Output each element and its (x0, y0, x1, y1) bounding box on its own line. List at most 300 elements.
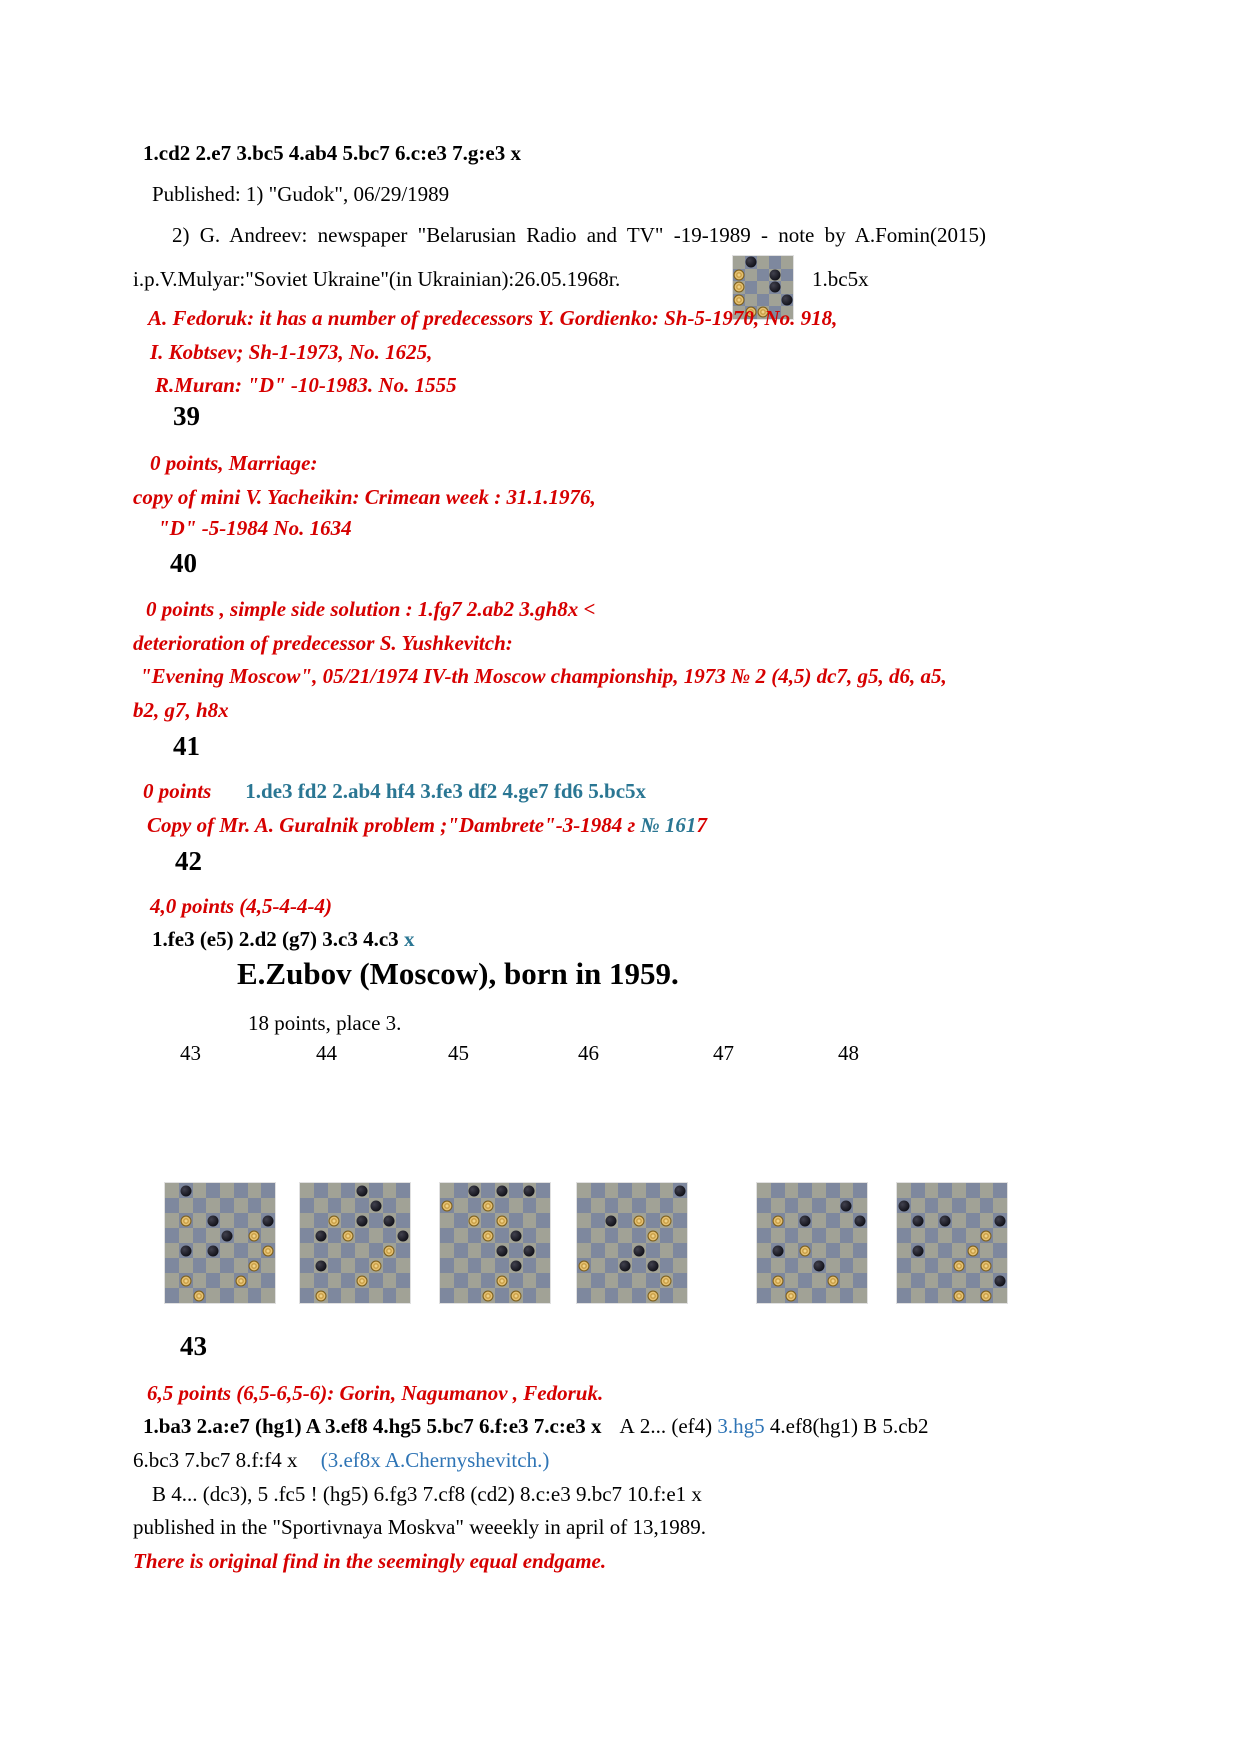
board-square (993, 1273, 1007, 1288)
board-square (454, 1243, 468, 1258)
board-square (785, 1228, 799, 1243)
board-square (911, 1273, 925, 1288)
s40-comment-2: deterioration of predecessor S. Yushkevitch: (133, 631, 513, 655)
board-square (911, 1228, 925, 1243)
board-square (523, 1258, 537, 1273)
board-square (952, 1228, 966, 1243)
board-square (853, 1258, 867, 1273)
board-square (757, 1213, 771, 1228)
board-square (785, 1258, 799, 1273)
white-checker-piece (180, 1215, 191, 1226)
board-square (980, 1228, 994, 1243)
white-checker-piece (981, 1290, 992, 1301)
board-square (206, 1198, 220, 1213)
board-square (220, 1198, 234, 1213)
board-square (980, 1213, 994, 1228)
board-square (826, 1288, 840, 1303)
board-square (646, 1198, 660, 1213)
board-square (853, 1228, 867, 1243)
black-checker-piece (633, 1245, 644, 1256)
black-checker-piece (180, 1185, 191, 1196)
board-square (248, 1243, 262, 1258)
board-square (383, 1228, 397, 1243)
board-square (646, 1288, 660, 1303)
white-checker-piece (800, 1245, 811, 1256)
board-square (757, 1243, 771, 1258)
board-square (314, 1198, 328, 1213)
white-checker-piece (235, 1275, 246, 1286)
board-square (234, 1198, 248, 1213)
board-square (897, 1183, 911, 1198)
board-square (646, 1243, 660, 1258)
black-checker-piece (398, 1230, 409, 1241)
board-square (481, 1258, 495, 1273)
solution-moves-line: 1.cd2 2.e7 3.bc5 4.ab4 5.bc7 6.c:e3 7.g:e3 x (143, 141, 521, 165)
board-square (193, 1243, 207, 1258)
board-square (261, 1273, 275, 1288)
board-square (632, 1273, 646, 1288)
board-square (355, 1258, 369, 1273)
board-square (193, 1183, 207, 1198)
board-square (523, 1213, 537, 1228)
board-square (826, 1183, 840, 1198)
diagram-label-44: 44 (316, 1041, 337, 1065)
board-square (341, 1288, 355, 1303)
board-square (632, 1288, 646, 1303)
board-square (454, 1213, 468, 1228)
black-checker-piece (770, 282, 781, 293)
checkers-diagram-47 (757, 1183, 867, 1303)
board-square (591, 1228, 605, 1243)
black-checker-piece (912, 1215, 923, 1226)
s43-points: 6,5 points (6,5-6,5-6): Gorin, Nagumanov , Fedoruk. (147, 1381, 604, 1405)
board-square (812, 1228, 826, 1243)
black-checker-piece (841, 1200, 852, 1211)
board-square (355, 1228, 369, 1243)
board-square (745, 256, 757, 269)
board-square (966, 1243, 980, 1258)
board-square (605, 1243, 619, 1258)
board-square (193, 1258, 207, 1273)
board-square (495, 1213, 509, 1228)
board-square (509, 1258, 523, 1273)
board-square (468, 1213, 482, 1228)
board-square (300, 1288, 314, 1303)
board-square (355, 1288, 369, 1303)
s40-comment-1: 0 points , simple side solution : 1.fg7 2.ab2 3.gh8x < (146, 597, 596, 621)
board-square (771, 1273, 785, 1288)
board-square (440, 1228, 454, 1243)
diagram-label-45: 45 (448, 1041, 469, 1065)
s43-continuation-line (133, 1447, 549, 1473)
board-square (812, 1213, 826, 1228)
board-square (328, 1288, 342, 1303)
board-square (300, 1273, 314, 1288)
board-square (618, 1273, 632, 1288)
black-checker-piece (772, 1245, 783, 1256)
board-square (234, 1288, 248, 1303)
board-square (220, 1183, 234, 1198)
board-square (798, 1213, 812, 1228)
board-square (220, 1213, 234, 1228)
board-square (577, 1213, 591, 1228)
board-square (925, 1243, 939, 1258)
board-square (468, 1273, 482, 1288)
andreev-line: 2) G. Andreev: newspaper "Belarusian Radio and TV" -19-1989 - note by A.Fomin(2015) (172, 223, 986, 247)
board-square (925, 1183, 939, 1198)
board-square (785, 1288, 799, 1303)
board-square (261, 1288, 275, 1303)
board-square (897, 1228, 911, 1243)
board-square (980, 1258, 994, 1273)
board-square (523, 1288, 537, 1303)
s41-solution: 1.de3 fd2 2.ab4 hf4 3.fe3 df2 4.ge7 fd6 5.bc5x (245, 779, 647, 803)
board-square (771, 1198, 785, 1213)
board-square (911, 1288, 925, 1303)
board-square (925, 1198, 939, 1213)
board-square (771, 1183, 785, 1198)
diagram-label-48: 48 (838, 1041, 859, 1065)
black-checker-piece (356, 1215, 367, 1226)
board-square (248, 1183, 262, 1198)
board-square (938, 1243, 952, 1258)
board-square (938, 1273, 952, 1288)
white-checker-piece (734, 294, 745, 305)
board-square (897, 1243, 911, 1258)
board-square (826, 1213, 840, 1228)
board-square (383, 1258, 397, 1273)
board-square (897, 1273, 911, 1288)
board-square (481, 1213, 495, 1228)
board-square (673, 1183, 687, 1198)
board-square (383, 1288, 397, 1303)
board-square (509, 1228, 523, 1243)
board-square (509, 1288, 523, 1303)
s43-variant-b-line: В 4... (dc3), 5 .fc5 ! (hg5) 6.fg3 7.cf8 (cd2) 8.c:e3 9.bc7 10.f:e1 x (152, 1482, 702, 1506)
board-square (781, 269, 793, 282)
board-square (248, 1228, 262, 1243)
white-checker-piece (441, 1200, 452, 1211)
board-square (328, 1228, 342, 1243)
board-square (980, 1288, 994, 1303)
board-square (577, 1198, 591, 1213)
board-square (536, 1198, 550, 1213)
board-square (660, 1243, 674, 1258)
board-square (632, 1213, 646, 1228)
board-square (771, 1213, 785, 1228)
board-square (341, 1228, 355, 1243)
board-square (785, 1198, 799, 1213)
board-square (179, 1228, 193, 1243)
white-checker-piece (734, 282, 745, 293)
black-checker-piece (469, 1185, 480, 1196)
published-line: Published: 1) "Gudok", 06/29/1989 (152, 182, 450, 206)
white-checker-piece (967, 1245, 978, 1256)
board-square (314, 1213, 328, 1228)
board-square (314, 1228, 328, 1243)
board-square (509, 1198, 523, 1213)
board-square (812, 1198, 826, 1213)
white-checker-piece (483, 1200, 494, 1211)
board-square (234, 1273, 248, 1288)
board-square (536, 1183, 550, 1198)
board-square (300, 1183, 314, 1198)
board-square (798, 1243, 812, 1258)
board-square (757, 1288, 771, 1303)
s43-variant-a-2: 4.ef8(hg1) В 5.cb2 (764, 1414, 929, 1438)
board-square (369, 1183, 383, 1198)
white-checker-piece (647, 1290, 658, 1301)
board-square (495, 1243, 509, 1258)
s41-copy-number: № 161 (640, 813, 697, 837)
board-square (798, 1198, 812, 1213)
board-square (993, 1243, 1007, 1258)
white-checker-piece (981, 1260, 992, 1271)
board-square (757, 1198, 771, 1213)
checkers-diagram-44 (300, 1183, 410, 1303)
board-square (165, 1273, 179, 1288)
board-square (911, 1243, 925, 1258)
board-square (468, 1183, 482, 1198)
board-square (341, 1243, 355, 1258)
board-square (536, 1228, 550, 1243)
black-checker-piece (855, 1215, 866, 1226)
board-square (193, 1288, 207, 1303)
board-square (840, 1198, 854, 1213)
s40-comment-3: "Evening Moscow", 05/21/1974 IV-th Moscow championship, 1973 № 2 (4,5) dc7, g5, d6, a5, (140, 664, 947, 688)
board-square (781, 256, 793, 269)
white-checker-piece (772, 1215, 783, 1226)
board-square (328, 1213, 342, 1228)
board-square (745, 269, 757, 282)
board-square (328, 1198, 342, 1213)
board-square (234, 1228, 248, 1243)
checkers-diagram-46 (577, 1183, 687, 1303)
board-square (523, 1273, 537, 1288)
black-checker-piece (208, 1245, 219, 1256)
white-checker-piece (661, 1215, 672, 1226)
board-square (785, 1183, 799, 1198)
board-square (536, 1258, 550, 1273)
board-square (179, 1288, 193, 1303)
board-square (673, 1198, 687, 1213)
white-checker-piece (249, 1230, 260, 1241)
board-square (193, 1273, 207, 1288)
board-square (673, 1258, 687, 1273)
predecessors-line-1: A. Fedoruk: it has a number of predecessors Y. Gordienko: Sh-5-1970, No. 918, (148, 306, 838, 330)
checkers-diagram-43 (165, 1183, 275, 1303)
checkers-diagram-48 (897, 1183, 1007, 1303)
black-checker-piece (647, 1260, 658, 1271)
white-checker-piece (343, 1230, 354, 1241)
white-checker-piece (370, 1260, 381, 1271)
board-square (646, 1228, 660, 1243)
board-square (853, 1198, 867, 1213)
board-square (481, 1288, 495, 1303)
board-square (826, 1243, 840, 1258)
board-square (468, 1228, 482, 1243)
board-square (523, 1198, 537, 1213)
board-square (853, 1243, 867, 1258)
board-square (771, 1228, 785, 1243)
board-square (383, 1213, 397, 1228)
board-square (660, 1213, 674, 1228)
board-square (523, 1243, 537, 1258)
board-square (993, 1198, 1007, 1213)
board-square (733, 256, 745, 269)
board-square (925, 1228, 939, 1243)
board-square (771, 1258, 785, 1273)
board-square (605, 1273, 619, 1288)
board-square (757, 256, 769, 269)
board-square (660, 1198, 674, 1213)
white-checker-piece (180, 1275, 191, 1286)
board-square (966, 1288, 980, 1303)
black-checker-piece (510, 1230, 521, 1241)
white-checker-piece (981, 1230, 992, 1241)
mulyar-line: i.p.V.Mulyar:"Soviet Ukraine"(in Ukrainian):26.05.1968г. (133, 267, 621, 291)
black-checker-piece (370, 1200, 381, 1211)
black-checker-piece (675, 1185, 686, 1196)
board-square (355, 1213, 369, 1228)
board-square (591, 1258, 605, 1273)
board-square (673, 1213, 687, 1228)
board-square (495, 1273, 509, 1288)
board-square (220, 1258, 234, 1273)
board-square (618, 1228, 632, 1243)
s40-comment-4: b2, g7, h8x (133, 698, 229, 722)
board-square (509, 1243, 523, 1258)
white-checker-piece (633, 1215, 644, 1226)
board-square (897, 1288, 911, 1303)
s43-endgame-note: There is original find in the seemingly equal endgame. (133, 1549, 607, 1573)
board-square (355, 1183, 369, 1198)
white-checker-piece (647, 1230, 658, 1241)
board-square (757, 1273, 771, 1288)
board-square (341, 1183, 355, 1198)
board-square (396, 1213, 410, 1228)
black-checker-piece (995, 1215, 1006, 1226)
board-square (605, 1228, 619, 1243)
white-checker-piece (953, 1290, 964, 1301)
board-square (925, 1258, 939, 1273)
white-checker-piece (263, 1245, 274, 1256)
board-square (618, 1258, 632, 1273)
board-square (673, 1273, 687, 1288)
board-square (440, 1288, 454, 1303)
board-square (771, 1288, 785, 1303)
board-square (618, 1198, 632, 1213)
board-square (826, 1228, 840, 1243)
board-square (179, 1198, 193, 1213)
board-square (993, 1258, 1007, 1273)
board-square (396, 1243, 410, 1258)
board-square (925, 1288, 939, 1303)
board-square (980, 1273, 994, 1288)
board-square (840, 1258, 854, 1273)
board-square (938, 1258, 952, 1273)
s43-published-line: published in the "Sportivnaya Moskva" weeekly in april of 13,1989. (133, 1515, 706, 1539)
board-square (952, 1198, 966, 1213)
board-square (826, 1258, 840, 1273)
board-square (771, 1243, 785, 1258)
board-square (952, 1243, 966, 1258)
board-square (798, 1183, 812, 1198)
s42-points: 4,0 points (4,5-4-4-4) (150, 894, 332, 918)
black-checker-piece (940, 1215, 951, 1226)
board-square (234, 1183, 248, 1198)
board-square (468, 1198, 482, 1213)
black-checker-piece (496, 1245, 507, 1256)
s43-solution-line (143, 1413, 929, 1439)
board-square (300, 1198, 314, 1213)
board-square (840, 1273, 854, 1288)
board-square (781, 281, 793, 294)
board-square (840, 1228, 854, 1243)
board-square (591, 1288, 605, 1303)
board-square (179, 1243, 193, 1258)
board-square (468, 1243, 482, 1258)
board-square (853, 1213, 867, 1228)
board-square (328, 1273, 342, 1288)
board-square (673, 1228, 687, 1243)
board-square (248, 1213, 262, 1228)
board-square (911, 1198, 925, 1213)
diagram-label-47: 47 (713, 1041, 734, 1065)
board-square (952, 1258, 966, 1273)
author-subheading: 18 points, place 3. (248, 1011, 402, 1035)
board-square (785, 1273, 799, 1288)
board-square (234, 1213, 248, 1228)
board-square (798, 1273, 812, 1288)
black-checker-piece (356, 1185, 367, 1196)
board-square (261, 1258, 275, 1273)
problem-number-40: 40 (170, 548, 197, 578)
white-checker-piece (786, 1290, 797, 1301)
board-square (206, 1243, 220, 1258)
board-square (234, 1258, 248, 1273)
board-square (646, 1273, 660, 1288)
board-square (618, 1213, 632, 1228)
board-square (193, 1213, 207, 1228)
white-checker-piece (953, 1260, 964, 1271)
board-square (383, 1183, 397, 1198)
diagram-label-46: 46 (578, 1041, 599, 1065)
board-square (248, 1273, 262, 1288)
board-square (938, 1183, 952, 1198)
board-square (812, 1273, 826, 1288)
board-square (536, 1273, 550, 1288)
board-square (826, 1273, 840, 1288)
board-square (757, 281, 769, 294)
mulyar-move: 1.bc5x (812, 267, 869, 291)
board-square (396, 1288, 410, 1303)
board-square (853, 1273, 867, 1288)
board-square (591, 1213, 605, 1228)
board-square (605, 1198, 619, 1213)
board-square (206, 1183, 220, 1198)
board-square (911, 1183, 925, 1198)
board-square (248, 1258, 262, 1273)
black-checker-piece (800, 1215, 811, 1226)
board-square (897, 1198, 911, 1213)
board-square (261, 1228, 275, 1243)
board-square (798, 1258, 812, 1273)
s41-copy-number-tail: 7 (696, 813, 707, 837)
black-checker-piece (813, 1260, 824, 1271)
board-square (591, 1243, 605, 1258)
board-square (577, 1183, 591, 1198)
